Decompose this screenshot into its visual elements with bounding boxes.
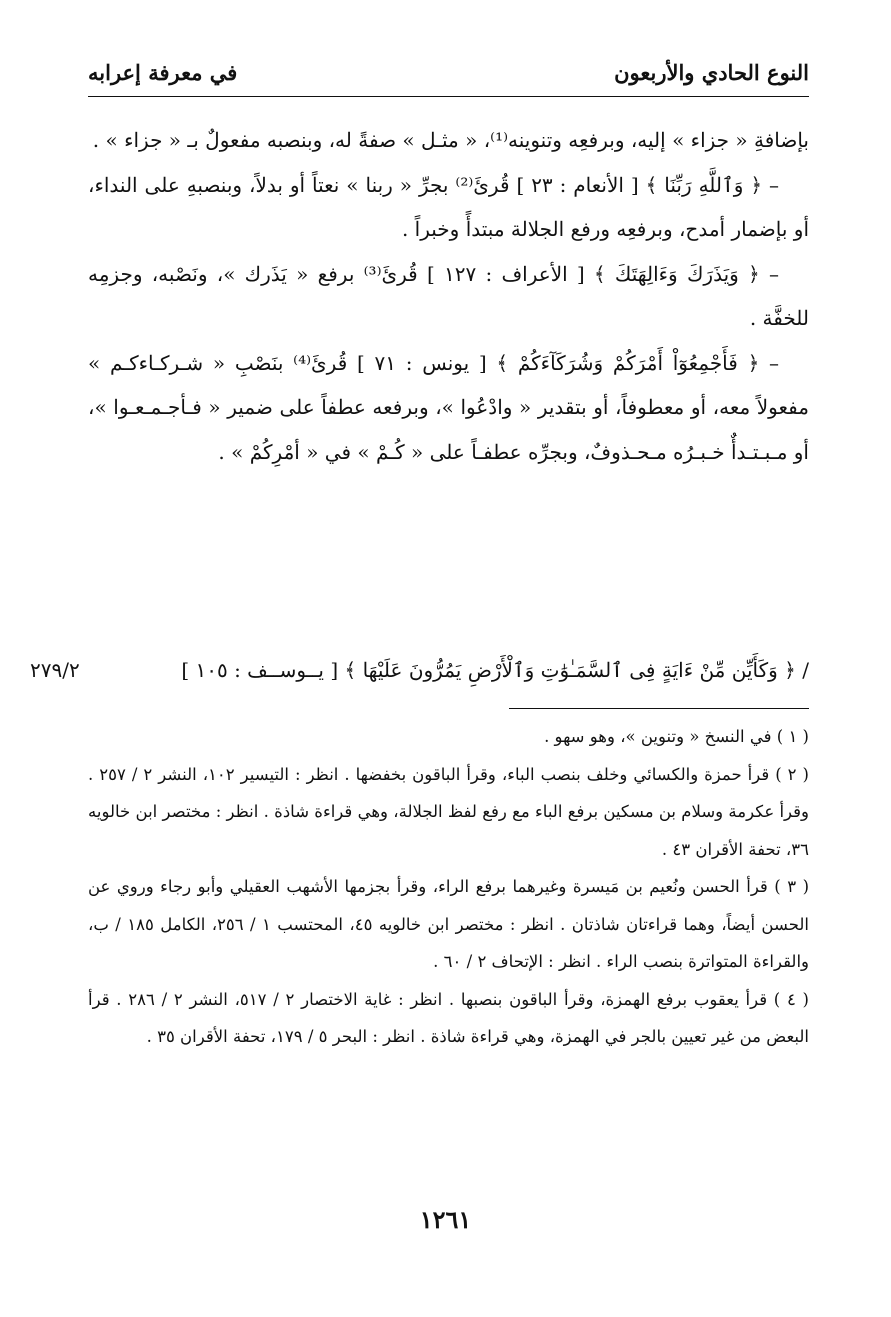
paragraph-2: – ﴿ وَٱللَّهِ رَبِّنَا ﴾ [ الأنعام : ٢٣ ] قُرئَ⁽²⁾ بجرِّ « ربنا » نعتاً أو بدلاً، وبنصبهِ على النداء، أو بإضمار أمدح، وبرفعِه ورفع الجلالة مبتدأً وخبراً . — [88, 172, 809, 241]
chapter-title: النوع الحادي والأربعون — [614, 59, 809, 85]
verse-reference-line — [30, 648, 809, 692]
main-text — [88, 118, 809, 474]
footnote-3: ( ٣ ) قرأ الحسن ونُعيم بن مَيسرة وغيرهما برفع الراء، وقرأ بجزمها الأشهب العقيلي وأبو رجاء وروي عن الحسن أيضاً، وهما قراءتان شاذتان . انظر : مختصر ابن خالويه ٤٥، المحتسب ١ / ٢٥٦، الكامل ١٨٥ / ب، والقراءة المتواترة بنصب الراء . انظر : الإتحاف ٢ / ٦٠ . — [88, 877, 810, 971]
running-header — [88, 48, 809, 97]
footnote-1: ( ١ ) في النسخ « وتنوين »، وهو سهو . — [544, 727, 809, 746]
paragraph-1: بإضافةِ « جزاء » إليه، وبرفعِه وتنوينه⁽¹⁾، « مثـل » صفةً له، وبنصبه مفعولٌ بـ « جزاء » . — [92, 128, 809, 152]
footnote-4: ( ٤ ) قرأ يعقوب برفع الهمزة، وقرأ الباقون بنصبها . انظر : غاية الاختصار ٢ / ٥١٧، النشر ٢ / ٢٨٦ . قرأ البعض من غير تعيين بالجر في الهمزة، وهي قراءة شاذة . انظر : البحر ٥ / ١٧٩، تحفة الأقران ٣٥ . — [88, 989, 809, 1046]
paragraph-4: – ﴿ فَأَجْمِعُوٓاْ أَمْرَكُمْ وَشُرَكَآءَكُمْ ﴾ [ يونس : ٧١ ] قُرئَ⁽⁴⁾ بنَصْبِ « شـركـاءكـم » مفعولاً معه، أو معطوفاً، أو بتقدير « وادْعُوا »، وبرفعه عطفاً على ضمير « فـأجـمـعـوا »، أو مـبـتـدأٌ خـبـرُه مـحـذوفٌ، وبجرِّه عطفـاً على « كُـمْ » في « أمْرِكُمْ » . — [88, 350, 809, 464]
page-number: ١٢٦١ — [419, 1205, 472, 1234]
section-title: في معرفة إعرابه — [88, 59, 238, 85]
verse-text: / ﴿ وَكَأَيِّن مِّنْ ءَايَةٍ فِى ٱلسَّمَـٰوَٰتِ وَٱلْأَرْضِ يَمُرُّونَ عَلَيْهَا ﴾ [ يــوســف : ١٠٥ ] — [181, 658, 809, 682]
paragraph-3: – ﴿ وَيَذَرَكَ وَءَالِهَتَكَ ﴾ [ الأعراف : ١٢٧ ] قُرئَ⁽³⁾ برفع « يَذَرك »، ونَصْبه، وجزمِه للخفَّة . — [88, 261, 809, 330]
footnote-2: ( ٢ ) قرأ حمزة والكسائي وخلف بنصب الباء، وقرأ الباقون بخفضها . انظر : التيسير ١٠٢، النشر ٢ / ٢٥٧ . وقرأ عكرمة وسلام بن مسكين برفع الباء مع رفع لفظ الجلالة، وهي قراءة شاذة . انظر : مختصر ابن خالويه ٣٦، تحفة الأقران ٤٣ . — [88, 764, 809, 859]
footnote-divider — [509, 708, 809, 709]
footnotes — [88, 718, 809, 1056]
manuscript-page-ref: ٢٧٩/٢ — [30, 658, 80, 682]
